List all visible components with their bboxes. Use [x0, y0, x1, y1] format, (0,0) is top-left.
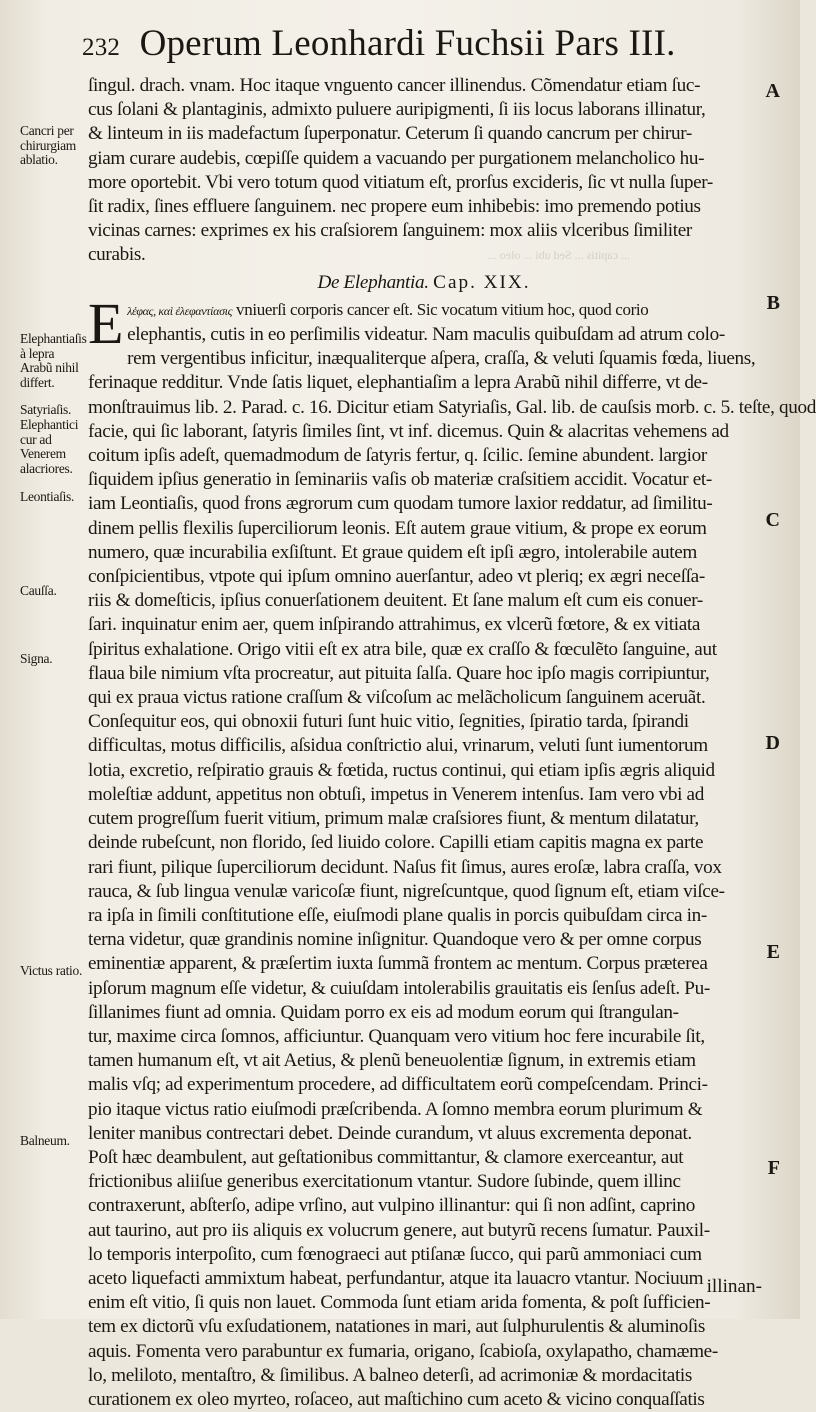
text-line: tur, maxime circa ſomnos, afficiuntur. Quanquam vero vitium hoc fere incurabile ſit,: [88, 1025, 705, 1047]
bleed-through-text: ... capitis ... Sed ubi ... oleo ...: [487, 248, 630, 262]
text-line: ſillanimes fiunt ad omnia. Quidam porro ex eis ad modum eorum qui ſtrangulan-: [88, 1001, 679, 1023]
text-line: facie, qui ſic laborant, ſatyris ſimiles ſint, vt inf. dicemus. Quin & alacritas vehemens ad: [88, 420, 729, 442]
section-letter-e: E: [766, 941, 780, 963]
text-line: terna videtur, quæ grandinis nomine inſignitur. Quandoque vero & per omne corpus: [88, 929, 702, 951]
text-line: tamen humanum eſt, vt ait Aetius, & plenũ beneuolentiæ ſignum, in extremis etiam: [88, 1050, 696, 1072]
running-title: Operum Leonhardi Fuchsii Pars III.: [139, 23, 676, 64]
text-line: & linteum in iis madefactum ſuperponatur. Ceterum ſi quando cancrum per chirur-: [88, 123, 692, 145]
margin-note-leontiasis: Leontiaſis.: [20, 489, 75, 504]
text-line: Conſequitur eos, qui obnoxii futuri ſunt huic vitio, ſegnities, ſpiratio tarda, ſpirandi: [88, 711, 689, 733]
text-line: riis & domeſticis, ipſius conuerſationem deuitent. Et ſane malum eſt cum eis conuer-: [88, 590, 703, 612]
text-line: enim eſt vitio, ſi quis non lauet. Commoda ſunt etiam arida fomenta, & poſt ſufficien-: [88, 1292, 711, 1314]
text-line: ſpiritus exhalatione. Origo vitii eſt ex atra bile, quæ ex craſſo & fœculẽto ſanguine, aut: [88, 638, 717, 660]
section-letter-a: A: [765, 80, 780, 102]
catchword: illinan-: [706, 1276, 762, 1297]
margin-note-cancri: Cancri per chirurgiam ablatio.: [20, 123, 76, 167]
margin-note-satyriasis: Satyriaſis.: [20, 402, 72, 417]
text-line: vicinas carnes: exprimes ex his craſsiorem ſanguinem: mox aliis vlceribus ſimiliter: [88, 220, 692, 242]
margin-note-elephantiasis: Elephantiaſis à lepra Arabũ nihil differt.: [20, 331, 87, 390]
text-line: coitum ipſis adeſt, quemadmodum de ſatyris fertur, q. ſcilic. ſemine abundent. largior: [88, 445, 707, 467]
text-line: tem ex dictorũ vſu exſudationem, natationes in mari, aut ſulphurulentis & aluminoſis: [88, 1316, 705, 1338]
text-line: ſit radix, ſines effluere ſanguinem. nec propere eum inhibebis: imo premendo potius: [88, 196, 701, 218]
text-line: cutem progreſſum fuerit vitium, primum malæ craſsiores fiunt, & mentum dilatatur,: [88, 808, 699, 830]
text-line: giam curare audebis, cœpiſſe quidem a vacuando per purgationem melancholico hu-: [88, 147, 705, 169]
greek-term: λέφας, καὶ ἐλεφαντίασις: [127, 303, 233, 318]
text-line: eminentiæ apparent, & præſertim iuxta ſummã frontem ac mentum. Corpus præterea: [88, 953, 708, 975]
page-number: 232: [82, 34, 121, 61]
text-line: elephantis, cutis in eo perſimilis videatur. Nam maculis quibuſdam ad atrum colo-: [127, 324, 725, 346]
text-line: frictionibus aliiſue generibus exercitationum vtantur. Sudore ſubinde, quem illinc: [88, 1171, 681, 1193]
drop-capital: E: [88, 290, 124, 356]
text-line: deinde rubeſcunt, non florido, ſed liuido colore. Capilli etiam capitis magna ex parte: [88, 832, 704, 854]
margin-note-signa: Signa.: [20, 651, 53, 666]
text-line: curationem ex oleo myrteo, roſaceo, aut maſtichino cum aceto & vicino conquaſſatis: [88, 1388, 705, 1410]
text-line: aceto liquefacti ammixtum habeat, perfundantur, atque ita lauacro vtantur. Nociuum: [88, 1267, 704, 1289]
margin-note-balneum: Balneum.: [20, 1133, 70, 1148]
chapter-title: De Elephantia.: [317, 271, 429, 293]
text-line: qui ex praua victus ratione craſſum & viſcoſum ac melãcholicum ſanguinem aceruãt.: [88, 687, 706, 709]
section-letter-c: C: [765, 509, 780, 531]
text-line: iam Leontiaſis, quod frons ægrorum cum quodam tumore laxior reddatur, ad ſimilitu-: [88, 493, 713, 515]
text-line: Poſt hæc deambulent, aut geſtationibus committantur, & clamore exerceantur, aut: [88, 1146, 684, 1168]
text-line: conſpicientibus, vtpote qui ipſum omnino auerſantur, adeo vt pleriq; ex ægri neceſſa-: [88, 566, 705, 588]
text-line: curabis.: [88, 244, 146, 266]
text-line: ſingul. drach. vnam. Hoc itaque vnguento cancer illinendus. Cõmendatur etiam ſuc-: [88, 75, 701, 96]
text-line: ferinaque redditur. Vnde ſatis liquet, elephantiaſim a lepra Arabũ nihil differre, vt de-: [88, 372, 708, 394]
text-line: aut taurino, aut pro iis aliquis ex volucrum genere, aut butyrũ recens ſumatur. Pauxil-: [88, 1219, 710, 1241]
section-letter-b: B: [766, 292, 780, 314]
text-line: lo temporis interpoſito, cum fœnograeci aut ptiſanæ ſucco, qui parũ ammoniaci cum: [88, 1243, 702, 1265]
first-line-text: vniuerſi corporis cancer eſt. Sic vocatum vitium hoc, quod corio: [232, 299, 649, 319]
text-line: dinem pellis flexilis ſuperciliorum leonis. Eſt autem graue vitium, & prope ex eorum: [88, 517, 707, 539]
text-line: aquis. Fomenta vero parabuntur ex fumaria, origano, ſcabioſa, oxylapatho, chamæme-: [88, 1340, 718, 1362]
text-line: rari fiunt, pilique ſuperciliorum decidunt. Naſus fit ſimus, aures eroſæ, labra craſſa, vox: [88, 856, 722, 878]
cancer-paragraph: [88, 74, 760, 268]
text-line: pio itaque victus ratio eiuſmodi præſcribenda. A ſomno membra eorum plurimum &: [88, 1098, 703, 1120]
text-line: ra ipſa in ſimili conſtitutione eſſe, eiuſmodi plane qualis in porcis quibuſdam circa in-: [88, 904, 707, 926]
text-line: ipſorum magnum eſſe videtur, & cuiuſdam intolerabilis grauitatis eis ſenſus adeſt. Pu-: [88, 977, 710, 999]
text-line: more oportebit. Vbi vero totum quod vitiatum eſt, prorſus excideris, ſic vt nulla ſuper-: [88, 171, 713, 193]
text-line: malis vſq; ad experimentum procedere, ad difficultatem eorũ compeſcendam. Princi-: [88, 1074, 708, 1096]
text-line: flaua bile nimium vſta procreatur, aut pituita ſalſa. Quare hoc ipſo magis corripiuntur,: [88, 662, 710, 684]
text-line: lo, meliloto, mentaſtro, & ſimilibus. A balneo deterſi, ad acrimoniæ & mordacitatis: [88, 1364, 693, 1386]
text-line: monſtrauimus lib. 2. Parad. c. 16. Dicitur etiam Satyriaſis, Gal. lib. de cauſsis morb. c. 5. teſte, quod: [88, 396, 816, 418]
chapter-number: Cap. XIX.: [433, 271, 531, 293]
running-header: [82, 22, 760, 65]
main-text-block: [88, 74, 816, 1412]
section-letter-d: D: [765, 732, 780, 754]
text-line: leniter manibus contrectari debet. Deinde curandum, vt aluus excrementa deponat.: [88, 1122, 692, 1144]
text-line: lotia, excretio, reſpiratio grauis & fœtida, ructus continui, qui etiam ipſis ægris aliquid: [88, 759, 715, 781]
text-line: moleſtiæ addunt, appetitus non obtuſi, impetus in Venerem intenſus. Iam vero vbi ad: [88, 783, 704, 805]
text-line: cus ſolani & plantaginis, admixto puluere auripigmenti, ſi iis locus laborans illinatur,: [88, 99, 706, 121]
chapter-heading: [88, 271, 760, 295]
margin-note-victus: Victus ratio.: [20, 963, 83, 978]
margin-note-caussa: Cauſſa.: [20, 583, 57, 598]
elephantia-paragraph: [88, 323, 816, 1412]
text-line: ſari. inquinatur enim aer, quem inſpirando attrahimus, ex vlcerũ fœtore, & ex vitiata: [88, 614, 701, 636]
margin-note-elephantici: Elephantici cur ad Venerem alacriores.: [20, 417, 79, 476]
text-line: rem vergentibus inficitur, inæqualiterque aſpera, craſſa, & veluti ſquamis fœda, liuens,: [127, 348, 756, 370]
text-line: contraxerunt, abſterſo, adipe vrſino, aut vulpino illinantur: qui ſi non adſint, caprino: [88, 1195, 696, 1217]
text-line: difficultas, motus difficilis, aſsidua conſtrictio alui, vrinarum, veluti ſunt iumentorum: [88, 735, 708, 757]
text-line: rauca, & ſub lingua venulæ varicoſæ fiunt, nigreſcuntque, quod ſignum eſt, etiam viſce-: [88, 880, 725, 902]
text-line: ſiquidem ipſius generatio in ſeminariis vaſis ob materiæ craſsitiem accidit. Vocatur et-: [88, 469, 712, 491]
section-letter-f: F: [767, 1157, 780, 1179]
text-line: numero, quæ incurabilia exſiſtunt. Et graue quidem eſt ipſi ægro, intolerabile autem: [88, 541, 697, 563]
